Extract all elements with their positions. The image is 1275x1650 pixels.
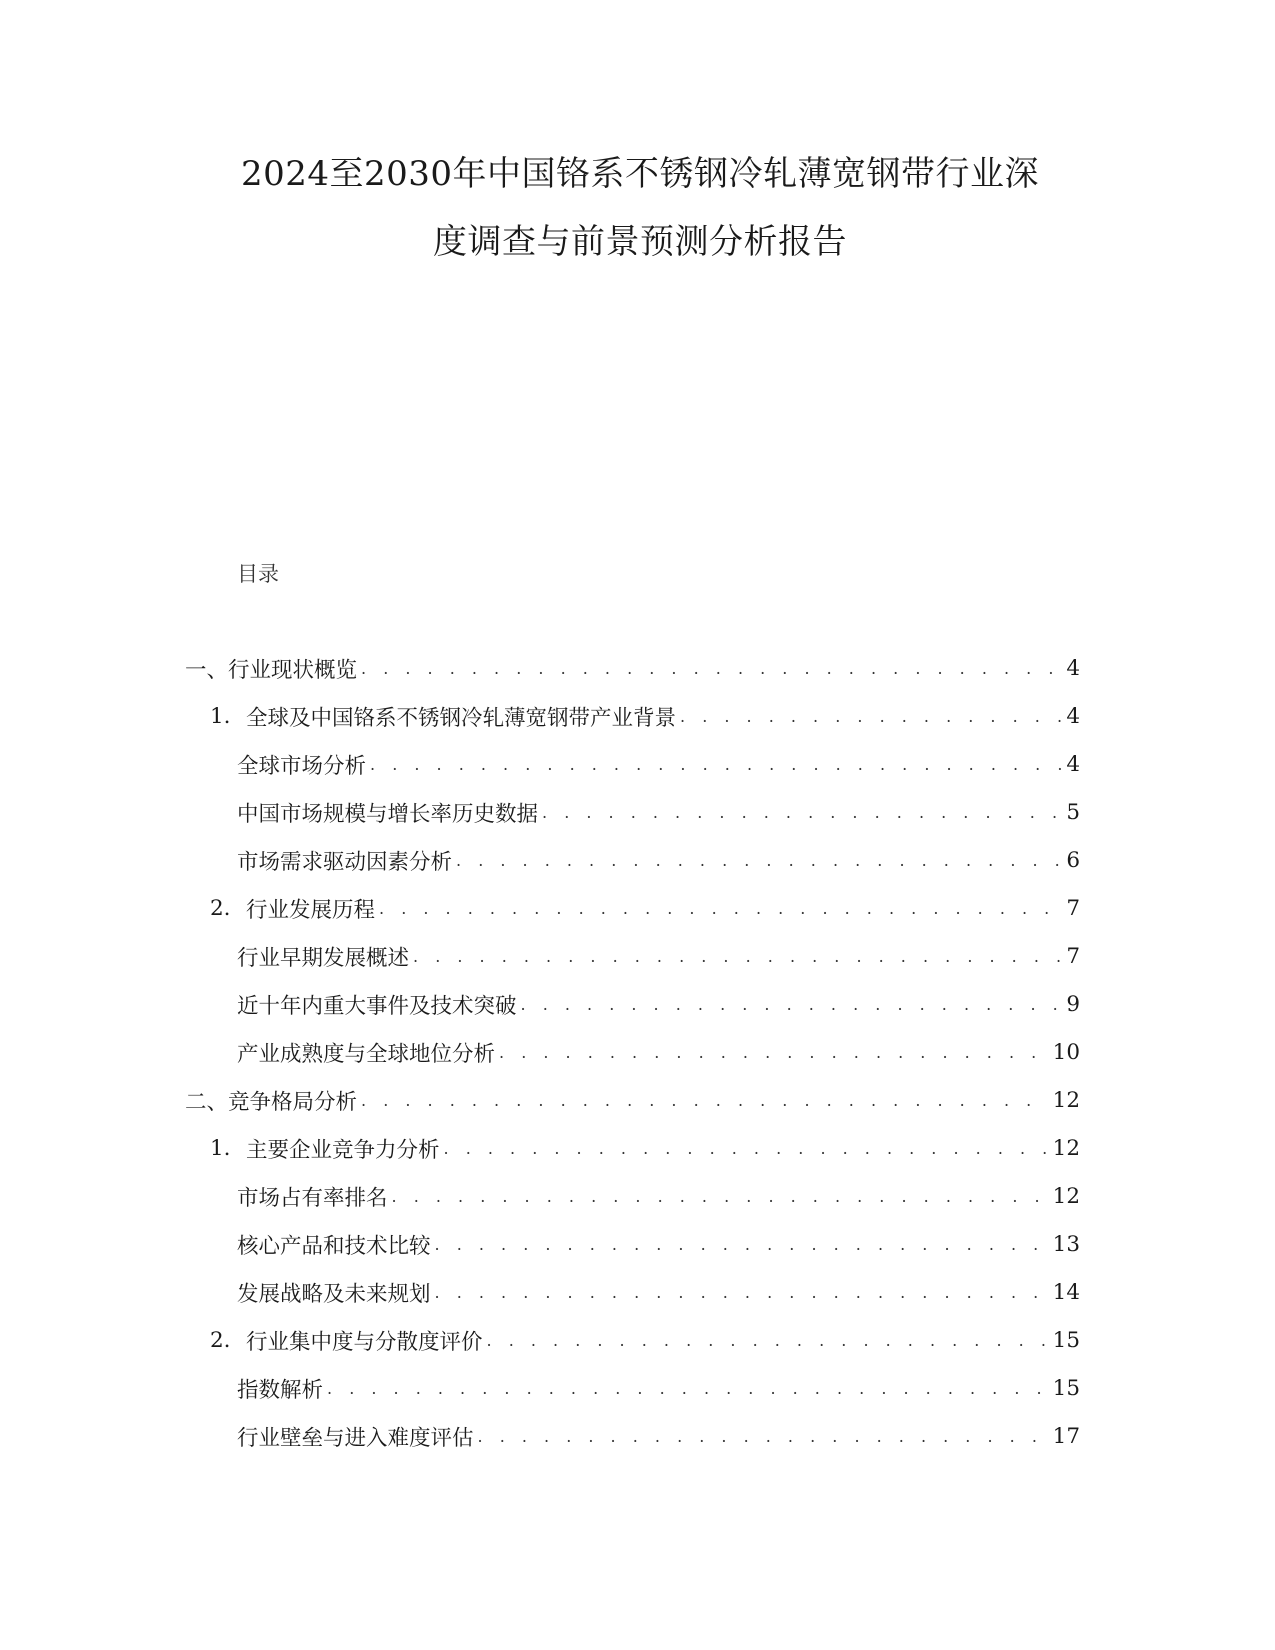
toc-entry-text: 全球市场分析 [237,753,367,779]
toc-entry-number: 1. [210,1135,231,1161]
toc-page-number: 10 [1052,1039,1080,1065]
toc-leader-dots [521,995,1062,1014]
toc-leader-dots [392,1187,1049,1206]
toc-leader-dots [478,1427,1049,1446]
toc-leader-dots [444,1139,1049,1158]
toc-page-number: 12 [1052,1135,1080,1161]
toc-entry[interactable] [185,692,1080,740]
toc-entry[interactable] [185,980,1080,1028]
toc-entry-text: 市场占有率排名 [237,1185,388,1211]
toc-entry-text: 发展战略及未来规划 [237,1281,431,1307]
toc-page-number: 6 [1066,847,1080,873]
toc-entry-text: 核心产品和技术比较 [237,1233,431,1259]
toc-page-number: 9 [1066,991,1080,1017]
toc-page-number: 7 [1066,895,1080,921]
toc-entry-number: 2. [210,895,231,921]
toc-entry-text: 全球及中国铬系不锈钢冷轧薄宽钢带产业背景 [246,705,677,731]
toc-leader-dots [327,1379,1049,1398]
toc-entry-text: 行业壁垒与进入难度评估 [237,1425,474,1451]
toc-leader-dots [361,659,1062,678]
toc-entry-text: 行业发展历程 [246,897,376,923]
toc-entry[interactable] [185,1172,1080,1220]
toc-entry-text: 市场需求驱动因素分析 [237,849,453,875]
title-line-1: 2024至2030年中国铬系不锈钢冷轧薄宽钢带行业深 [240,154,1040,194]
toc-entry-text: 行业早期发展概述 [237,945,410,971]
toc-leader-dots [680,707,1062,726]
toc-entry-text: 产业成熟度与全球地位分析 [237,1041,496,1067]
title-line-2: 度调查与前景预测分析报告 [433,222,847,262]
toc-page-number: 4 [1066,751,1080,777]
toc-page-number: 4 [1066,703,1080,729]
toc-leader-dots [370,755,1062,774]
toc-page-number: 12 [1052,1183,1080,1209]
toc-leader-dots [435,1283,1049,1302]
toc-entry[interactable] [185,1316,1080,1364]
toc-entry[interactable] [185,932,1080,980]
toc-leader-dots [435,1235,1049,1254]
toc-entry[interactable] [185,1028,1080,1076]
toc-leader-dots [379,899,1062,918]
toc-entry[interactable] [185,644,1080,692]
toc-entry-text: 二、竞争格局分析 [185,1089,358,1115]
toc-entry-text: 近十年内重大事件及技术突破 [237,993,517,1019]
toc-entry[interactable] [185,1220,1080,1268]
toc-page-number: 17 [1052,1423,1080,1449]
toc-entry[interactable] [185,1412,1080,1460]
toc-entry-text: 一、行业现状概览 [185,657,358,683]
toc-entry-text: 行业集中度与分散度评价 [246,1329,483,1355]
toc-entry-number: 1. [210,703,231,729]
toc-page-number: 13 [1052,1231,1080,1257]
toc-entry-text: 指数解析 [237,1377,324,1403]
toc-leader-dots [499,1043,1049,1062]
toc-page-number: 7 [1066,943,1080,969]
toc-entry-number: 2. [210,1327,231,1353]
toc-entry[interactable] [185,1076,1080,1124]
document-title [180,140,1100,276]
toc-entry[interactable] [185,788,1080,836]
toc-entry[interactable] [185,1268,1080,1316]
toc-page-number: 15 [1052,1375,1080,1401]
toc-leader-dots [413,947,1062,966]
toc-entry-text: 中国市场规模与增长率历史数据 [237,801,539,827]
toc-entry[interactable] [185,1364,1080,1412]
table-of-contents [185,644,1080,1460]
toc-page-number: 15 [1052,1327,1080,1353]
toc-entry-text: 主要企业竞争力分析 [246,1137,440,1163]
toc-leader-dots [361,1091,1049,1110]
toc-entry[interactable] [185,1124,1080,1172]
toc-leader-dots [542,803,1062,822]
toc-page-number: 5 [1066,799,1080,825]
toc-leader-dots [487,1331,1049,1350]
toc-entry[interactable] [185,740,1080,788]
toc-heading: 目录 [237,562,279,586]
toc-leader-dots [456,851,1062,870]
toc-page-number: 14 [1052,1279,1080,1305]
toc-page-number: 4 [1066,655,1080,681]
toc-entry[interactable] [185,884,1080,932]
toc-entry[interactable] [185,836,1080,884]
toc-page-number: 12 [1052,1087,1080,1113]
